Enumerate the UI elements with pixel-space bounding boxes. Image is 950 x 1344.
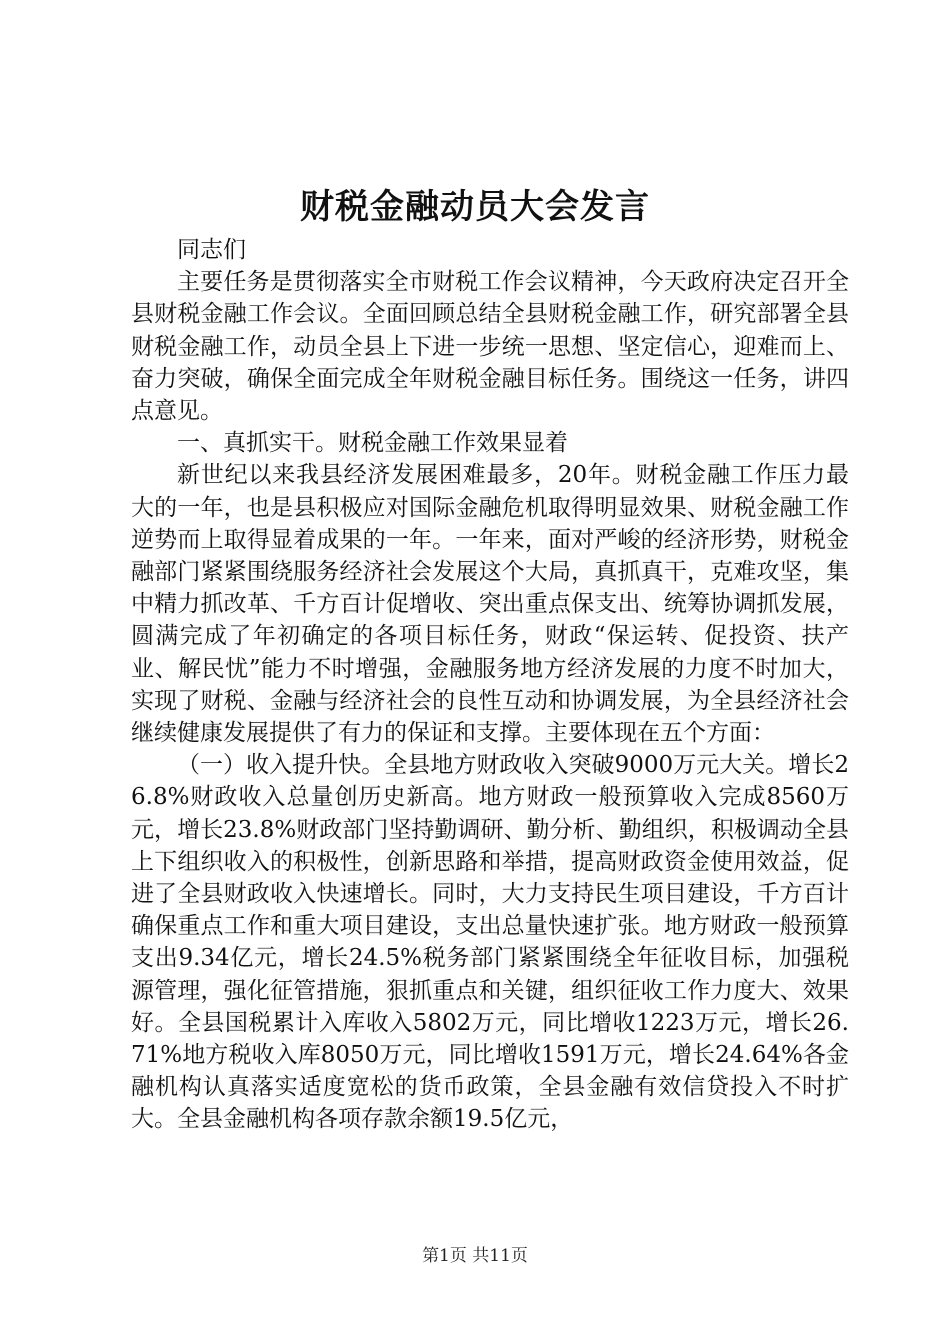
document-title: 财税金融动员大会发言 — [300, 187, 650, 227]
document-body — [131, 234, 849, 1136]
salutation-paragraph: 同志们 — [177, 237, 246, 263]
page-number-footer: 第1页 共11页 — [422, 1246, 528, 1266]
intro-paragraph: 主要任务是贯彻落实全市财税工作会议精神，今天政府决定召开全县财税金融工作会议。全面回顾总结全县财税金融工作，研究部署全县财税金融工作，动员全县上下进一步统一思想、坚定信心，迎难而上、奋力突破，确保全面完成全年财税金融目标任务。围绕这一任务，讲四点意见。 — [131, 269, 849, 425]
body-paragraph: （一）收入提升快。全县地方财政收入突破9000万元大关。增长26.8%财政收入总量创历史新高。地方财政一般预算收入完成8560万元，增长23.8%财政部门坚持勤调研、勤分析、勤组织，积极调动全县上下组织收入的积极性，创新思路和举措，提高财政资金使用效益，促进了全县财政收入快速增长。同时，大力支持民生项目建设，千方百计确保重点工作和重大项目建设，支出总量快速扩张。地方财政一般预算支出9.34亿元，增长24.5%税务部门紧紧围绕全年征收目标，加强税源管理，强化征管措施，狠抓重点和关键，组织征收工作力度大、效果好。全县国税累计入库收入5802万元，同比增收1223万元，增长26.71%地方税收入库8050万元，同比增收1591万元，增长24.64%各金融机构认真落实适度宽松的货币政策，全县金融有效信贷投入不时扩大。全县金融机构各项存款余额19.5亿元， — [131, 752, 849, 1133]
body-paragraph: 新世纪以来我县经济发展困难最多，20年。财税金融工作压力最大的一年，也是县积极应对国际金融危机取得明显效果、财税金融工作逆势而上取得显着成果的一年。一年来，面对严峻的经济形势，财税金融部门紧紧围绕服务经济社会发展这个大局，真抓真干，克难攻坚，集中精力抓改革、千方百计促增收、突出重点保支出、统筹协调抓发展，圆满完成了年初确定的各项目标任务，财政“保运转、促投资、扶产业、解民忧”能力不时增强，金融服务地方经济发展的力度不时加大，实现了财税、金融与经济社会的良性互动和协调发展，为全县经济社会继续健康发展提供了有力的保证和支撑。主要体现在五个方面： — [131, 462, 849, 747]
section-heading: 一、真抓实干。财税金融工作效果显着 — [177, 430, 568, 457]
